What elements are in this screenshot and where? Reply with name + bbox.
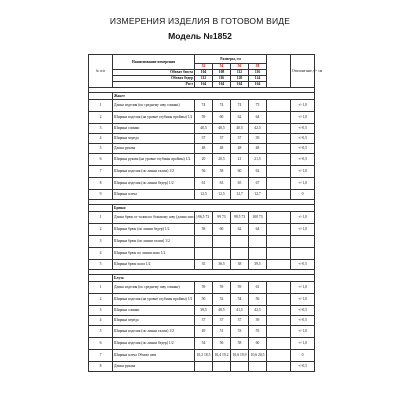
row-value-54: 99 73 [213,212,231,224]
row-value-58: 12,7 [249,190,267,200]
row-tolerance [291,236,315,248]
param-value: 116 [213,76,231,82]
row-tolerance: +/-0,5 [291,134,315,144]
row-value-54: 60 [213,224,231,236]
row-value-56: 40,5 [231,124,249,134]
row-name: Ширина изделия (по линии талии) 1/2 [113,166,195,178]
size-58: 58 [249,64,267,70]
param-value: 164 [195,82,213,88]
row-value-54: 59 [213,282,231,294]
param-value: 108 [213,70,231,76]
row-tolerance: +/-1,0 [291,294,315,306]
row-name: Ширина рукава (на уровне глубины проймы) 1/2 [113,154,195,166]
row-name: Ширина спинки [113,306,195,316]
row-value-54: 36,5 [213,260,231,270]
row-value-54 [213,248,231,260]
row-value-52: 20 [195,154,213,166]
row-blank [267,190,291,200]
row-value-56: 53 [231,326,249,338]
row-blank [267,166,291,178]
row-tolerance: +/-0,5 [291,154,315,166]
model-title: Модель №1852 [168,31,232,41]
row-value-58: 21,5 [249,154,267,166]
row-name: Ширина изделия (на уровне глубины проймы) 1/2 [113,294,195,306]
param-value: 164 [213,82,231,88]
row-value-52: 49 [195,326,213,338]
table-row [89,282,315,294]
row-value-52: 37 [195,134,213,144]
row-number: 5 [89,326,113,338]
size-56: 56 [231,64,249,70]
table-row [89,112,315,124]
row-number: 1 [89,282,113,294]
row-tolerance: 0 [291,350,315,362]
table-row [89,316,315,326]
section-number-cell [89,205,113,212]
row-value-52: 10,2 18,5 [195,350,213,362]
row-tolerance: +/-0,5 [291,362,315,372]
row-blank [267,144,291,154]
row-blank [267,316,291,326]
param-value: 112 [195,76,213,82]
row-value-58: 42,5 [249,124,267,134]
row-number: 6 [89,338,113,350]
row-value-52: 58 [195,224,213,236]
row-value-52: 35 [195,260,213,270]
row-value-52: 40,5 [195,124,213,134]
table-row [89,248,315,260]
row-value-54: 56 [213,338,231,350]
row-value-58: 62 [249,166,267,178]
param-value: 124 [249,76,267,82]
row-value-54: 12,5 [213,190,231,200]
row-value-56 [231,248,249,260]
row-name: Ширина изделия (на уровне глубины проймы) 1/2 [113,112,195,124]
row-tolerance: 0 [291,190,315,200]
row-number: 3 [89,236,113,248]
row-number: 2 [89,224,113,236]
row-value-58: 39,5 [249,260,267,270]
row-value-56 [231,236,249,248]
row-value-54: 20,5 [213,154,231,166]
row-value-52: 12,5 [195,190,213,200]
row-value-58: 56 [249,294,267,306]
row-tolerance: +/-1,0 [291,100,315,112]
row-value-54: 60 [213,112,231,124]
row-value-54: 63 [213,178,231,190]
row-value-52: 50 [195,294,213,306]
row-blank [267,362,291,372]
row-value-52: 96,5 73 [195,212,213,224]
size-54: 54 [213,64,231,70]
row-number: 9 [89,190,113,200]
section-number-cell [89,275,113,282]
row-name: Длина изделия (по среднему шву спинки) [113,100,195,112]
row-number: 8 [89,178,113,190]
table-row [89,362,315,372]
param-label: Рост [113,82,195,88]
row-number: 2 [89,112,113,124]
row-value-56: 10,6 19,9 [231,350,249,362]
header-blank [267,55,291,88]
row-number: 8 [89,362,113,372]
table-row [89,144,315,154]
row-tolerance: +/-1,0 [291,112,315,124]
row-blank [267,178,291,190]
section-title: Жакет [113,93,315,100]
row-name: Ширина изделия (по линии бедер) 1/2 [113,338,195,350]
row-value-56: 60 [231,166,249,178]
row-blank [267,260,291,270]
row-name: Ширина плеча [113,190,195,200]
row-value-54: 58 [213,166,231,178]
row-value-58 [249,236,267,248]
table-row [89,166,315,178]
section-title: Брюки [113,205,315,212]
row-tolerance: +/-0,5 [291,124,315,134]
table-row [89,224,315,236]
size-52: 52 [195,64,213,70]
row-value-54 [213,236,231,248]
row-blank [267,224,291,236]
row-tolerance: +/-0,5 [291,306,315,316]
row-value-58: 39 [249,134,267,144]
param-value: 164 [231,82,249,88]
row-tolerance: +/-1,0 [291,338,315,350]
row-value-54: 10,4 19,2 [213,350,231,362]
row-number: 4 [89,248,113,260]
row-value-52: 56 [195,166,213,178]
row-value-56: 38 [231,260,249,270]
row-value-56: 21 [231,154,249,166]
row-value-56: 54 [231,294,249,306]
row-name: Ширина брюк шага 1/2 [113,260,195,270]
row-blank [267,294,291,306]
row-value-54: 40,5 [213,124,231,134]
section-title: Блуза [113,275,315,282]
row-value-56 [231,362,249,372]
row-value-56: 65 [231,178,249,190]
row-number: 5 [89,144,113,154]
row-value-58: 61 [249,282,267,294]
row-tolerance: +/-1,0 [291,224,315,236]
param-value: 112 [231,70,249,76]
row-value-52: 59 [195,282,213,294]
row-value-52: 37 [195,316,213,326]
row-value-56: 99,5 73 [231,212,249,224]
table-row [89,260,315,270]
row-number: 2 [89,294,113,306]
row-value-54: 37 [213,134,231,144]
row-number: 6 [89,154,113,166]
table-row [89,154,315,166]
row-value-52: 54 [195,338,213,350]
row-value-58: 60 [249,338,267,350]
row-tolerance: +/-0,5 [291,316,315,326]
row-name: Ширина спинки [113,124,195,134]
row-number: 4 [89,134,113,144]
row-blank [267,326,291,338]
row-value-52: 74 [195,100,213,112]
param-value: 120 [231,76,249,82]
header-name: Наименование измерения [113,55,195,70]
row-value-54: 74 [213,100,231,112]
row-value-56: 48 [231,144,249,154]
row-number: 3 [89,306,113,316]
row-value-58: 10,6 20,5 [249,350,267,362]
row-value-58 [249,362,267,372]
row-value-54: 52 [213,294,231,306]
row-blank [267,134,291,144]
row-value-54: 51 [213,326,231,338]
row-blank [267,124,291,134]
table-row [89,124,315,134]
row-blank [267,100,291,112]
row-value-56: 12,7 [231,190,249,200]
row-blank [267,236,291,248]
row-blank [267,306,291,316]
row-blank [267,248,291,260]
row-number: 1 [89,212,113,224]
row-blank [267,350,291,362]
row-tolerance: +/-0,5 [291,144,315,154]
row-value-56: 62 [231,224,249,236]
row-name: Ширина брюк (по линии бедер) 1/2 [113,224,195,236]
row-number: 3 [89,124,113,134]
row-value-52: 39,5 [195,306,213,316]
row-blank [267,282,291,294]
row-name: Ширина переда [113,134,195,144]
row-blank [267,154,291,166]
row-value-58: 48 [249,144,267,154]
row-name: Длина рукава [113,144,195,154]
row-blank [267,112,291,124]
row-number: 7 [89,166,113,178]
param-value: 116 [249,70,267,76]
row-tolerance: +/-1,0 [291,178,315,190]
row-value-56: 37 [231,316,249,326]
row-value-52: 59 [195,112,213,124]
row-value-56: 62 [231,112,249,124]
table-row [89,236,315,248]
row-name: Ширина изделия (по линии талии) 1/2 [113,326,195,338]
row-value-56: 74 [231,100,249,112]
row-value-56: 59 [231,282,249,294]
row-name: Ширина переда [113,316,195,326]
header-sizes: Размеры, см [195,55,267,64]
row-name: Ширина брюк (по линии талии) 1/2 [113,236,195,248]
section-number-cell [89,93,113,100]
document-title: ИЗМЕРЕНИЯ ИЗДЕЛИЯ В ГОТОВОМ ВИДЕ [109,16,291,26]
table-row [89,306,315,316]
row-number: 1 [89,100,113,112]
table-row [89,178,315,190]
table-row [89,294,315,306]
measurements-table [88,54,323,372]
row-blank [267,338,291,350]
row-tolerance: +/-0,5 [291,260,315,270]
row-value-58: 64 [249,224,267,236]
row-tolerance [291,248,315,260]
row-name: Ширина брюк по линии низа 1/2 [113,248,195,260]
table-row [89,190,315,200]
row-value-58: 75 [249,100,267,112]
row-tolerance: +/-1,0 [291,326,315,338]
row-value-54: 37 [213,316,231,326]
row-name: Ширина изделия (по линии бедер) 1/2 [113,178,195,190]
row-value-58: 64 [249,112,267,124]
row-name: Длина рукава [113,362,195,372]
row-value-58: 39 [249,316,267,326]
table-row [89,134,315,144]
table-row [89,212,315,224]
row-number: 5 [89,260,113,270]
row-value-52 [195,236,213,248]
row-blank [267,212,291,224]
row-name: Ширина плеча Обхват шеи [113,350,195,362]
row-value-54: 48 [213,144,231,154]
row-value-52: 61 [195,178,213,190]
row-value-52 [195,362,213,372]
row-name: Длина брюк от талии по боковому шву (длина шага ) [113,212,195,224]
row-value-58: 67 [249,178,267,190]
table-row [89,100,315,112]
row-value-54: 40,5 [213,306,231,316]
row-value-52: 48 [195,144,213,154]
row-number: 4 [89,316,113,326]
row-value-52 [195,248,213,260]
header-number: № п/п [89,55,113,88]
row-value-56: 41,5 [231,306,249,316]
param-value: 164 [249,82,267,88]
row-value-54 [213,362,231,372]
row-value-58: 42,5 [249,306,267,316]
table-row [89,326,315,338]
row-value-58: 55 [249,326,267,338]
header-tolerance: Отклоне ние,+/- см [291,55,315,88]
row-tolerance: +/-1,0 [291,166,315,178]
param-value: 104 [195,70,213,76]
row-value-58 [249,248,267,260]
row-number: 7 [89,350,113,362]
row-value-58: 100 73 [249,212,267,224]
row-name: Длина изделия (по среднему шву спинки) [113,282,195,294]
table-row [89,350,315,362]
row-value-56: 37 [231,134,249,144]
row-tolerance: +/-1,0 [291,212,315,224]
param-label: Обхват бедер [113,76,195,82]
row-value-56: 58 [231,338,249,350]
table-row [89,338,315,350]
param-label: Обхват бюста [113,70,195,76]
row-tolerance: +/-1,0 [291,282,315,294]
